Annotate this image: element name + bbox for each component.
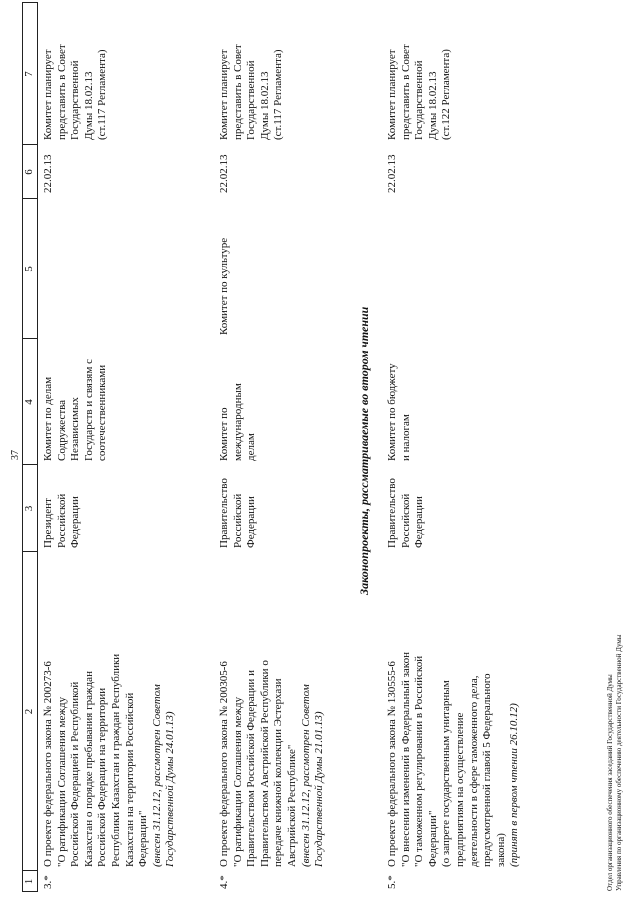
responsible-committee [386,363,413,461]
remark-line: представить в Совет [231,44,244,140]
bill-line: предусмотренной главой 5 Федерального [481,673,494,867]
initiator [218,478,259,548]
bill-line: Федерации" [426,810,439,867]
committee-line: и налогам [399,414,412,461]
bill-note: (принят в первом чтении 26.10.12) [508,703,521,867]
remark-line: (ст.117 Регламента) [96,49,109,140]
bill-line: Казахстан на территории Российской [123,692,136,867]
bill-note: Государственной Думы 24.01.13) [164,711,177,867]
bill-line: Республики Казахстан и граждан Республики [109,653,122,867]
remark [218,44,286,140]
row-number: 4.* [218,875,230,889]
initiator-line: Российской [231,493,244,548]
bill-line: Федерации" [137,810,150,867]
committee-line: Комитет по делам [42,376,54,461]
initiator-line: Российской [55,493,68,548]
co-executor-committee: Комитет по культуре [218,237,230,335]
header-bottom-border [37,2,38,892]
remark-line: Государственной [69,60,82,140]
footer-line: Отдел организационного обеспечения заседаний Государственной Думы [606,674,614,891]
initiator-line: Правительство [218,478,230,548]
initiator-line: Федерации [245,496,258,548]
committee-line: Комитет по бюджету [386,363,398,461]
remark-line: представить в Совет [399,44,412,140]
bill-line: "О внесении изменений в Федеральный закон [399,652,412,867]
row-number: 5.* [386,875,398,889]
committee-line: Комитет по [218,407,230,461]
committee-line: Государств и связям с [82,359,95,461]
committee-line: Содружества [55,399,68,461]
bill-line: (о запрете государственным унитарным [440,680,453,867]
responsible-committee [42,359,110,461]
bill-line: Российской Федерации на территории [96,687,109,867]
bill-line: Правительством Австрийской Республики о [258,660,271,867]
initiator-line: Президент [42,498,54,548]
initiator-line: Федерации [69,496,82,548]
remark-line: Думы 18.02.13 [258,71,271,140]
remark-line: представить в Совет [55,44,68,140]
bill-line: "О ратификации Соглашения между [55,696,68,867]
responsible-committee [218,383,259,461]
bill-line: деятельности в сфере таможенного дела, [467,675,480,867]
bill-title [218,660,327,867]
bill-line: О проекте федерального закона № 200273-6 [42,661,54,867]
column-header-6: 6 [23,169,35,175]
committee-line: международным [231,383,244,461]
remark-line: (ст.122 Регламента) [440,49,453,140]
initiator [386,478,427,548]
bill-line: О проекте федерального закона № 200305-6 [218,661,230,867]
bill-line: передаче книжной коллекции Эстерхази [272,678,285,867]
column-header-5: 5 [23,266,35,272]
footer [606,635,623,891]
remark-line: Государственной [413,60,426,140]
remark-line: Комитет планирует [218,49,230,140]
footer-line: Управления по организационному обеспечению деятельности Государственной Думы [614,634,623,891]
date: 22.02.13 [42,154,54,193]
committee-line: соотечественниками [96,364,109,461]
initiator-line: Федерации [413,496,426,548]
bill-line: закона) [494,833,507,867]
bill-title [42,654,178,867]
column-header-3: 3 [23,505,35,512]
section-heading: Законопроекты, рассматриваемые во втором чтении [357,306,371,595]
bill-line: Казахстан о порядке пребывания граждан [82,671,95,867]
remark-line: Думы 18.02.13 [82,71,95,140]
remark-line: Комитет планирует [386,49,398,140]
remark-line: Думы 18.02.13 [426,71,439,140]
initiator-line: Российской [399,493,412,548]
remark-line: (ст.117 Регламента) [272,49,285,140]
row-number: 3.* [42,875,54,889]
column-header-2: 2 [23,708,35,715]
bill-line: "О ратификации Соглашения между [231,696,244,867]
bill-line: Правительством Российской Федерации и [245,670,258,867]
bill-note: (внесен 31.12.12, рассмотрен Советом [150,684,163,867]
date: 22.02.13 [218,154,230,193]
remark [386,44,454,140]
initiator [42,494,83,548]
column-header-4: 4 [23,399,35,405]
remark-line: Комитет планирует [42,49,54,140]
remark [42,44,110,140]
bill-note: Государственной Думы 21.01.13) [313,711,326,867]
bill-line: предприятиям на осуществление [453,712,466,867]
bill-title [386,652,522,867]
bill-note: (внесен 31.12.12, рассмотрен Советом [299,684,312,867]
bill-line: Австрийской Республике" [285,744,298,867]
committee-line: делам [245,433,258,461]
bill-line: Российской Федерацией и Республикой [69,681,82,867]
page-number: 37 [10,450,21,460]
column-header-7: 7 [23,71,35,77]
bill-line: "О таможенном регулировании в Российской [413,655,426,867]
date: 22.02.13 [386,154,398,193]
remark-line: Государственной [245,60,258,140]
bill-line: О проекте федерального закона № 130555-6 [386,661,398,867]
initiator-line: Правительство [386,478,398,548]
committee-line: Независимых [69,397,82,461]
column-header-1: 1 [23,878,35,885]
